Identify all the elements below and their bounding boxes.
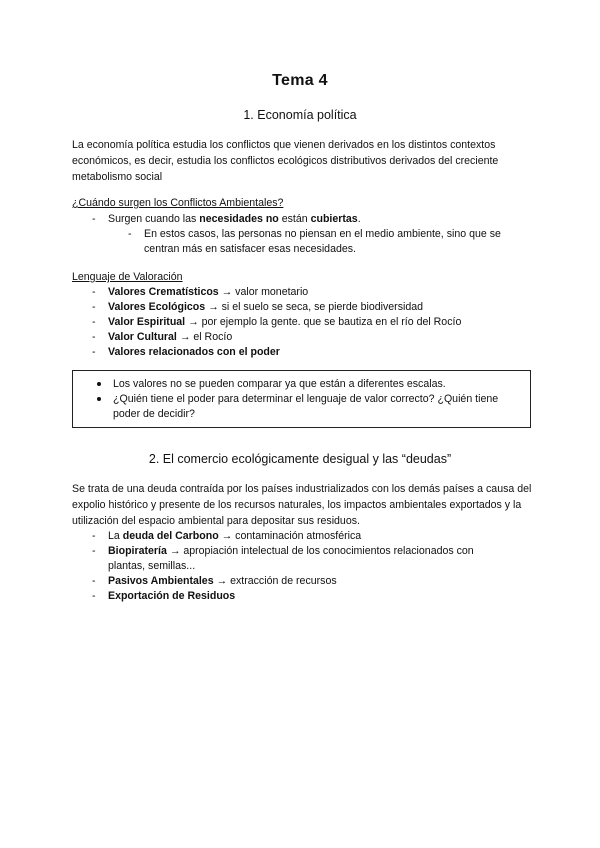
page-title: Tema 4 bbox=[272, 72, 328, 89]
debt-item: Pasivos Ambientales → extracción de recursos bbox=[108, 575, 337, 587]
bullet-dot bbox=[97, 397, 101, 401]
list-dash: - bbox=[92, 286, 96, 298]
debt-item-cont: plantas, semillas... bbox=[108, 560, 196, 572]
list-dash: - bbox=[92, 301, 96, 313]
question-heading: ¿Cuándo surgen los Conflictos Ambientales? bbox=[72, 197, 284, 209]
list-dash: - bbox=[92, 590, 96, 602]
note-item: Los valores no se pueden comparar ya que están a diferentes escalas. bbox=[113, 378, 446, 390]
list-dash: - bbox=[92, 331, 96, 343]
note-item: ¿Quién tiene el poder para determinar el lenguaje de valor correcto? ¿Quién tiene bbox=[113, 393, 499, 405]
debt-item: Biopiratería → apropiación intelectual de los conocimientos relacionados con bbox=[108, 545, 474, 557]
list-dash: - bbox=[92, 316, 96, 328]
valuation-item: Valor Espiritual → por ejemplo la gente. que se bautiza en el río del Rocío bbox=[108, 316, 462, 328]
debt-item: Exportación de Residuos bbox=[108, 590, 236, 602]
sub-list-item: En estos casos, las personas no piensan en el medio ambiente, sino que se bbox=[144, 228, 501, 240]
valuation-item: Valores Crematísticos → valor monetario bbox=[108, 286, 309, 298]
valuation-item: Valores Ecológicos → si el suelo se seca, se pierde biodiversidad bbox=[108, 301, 424, 313]
bullet-dot bbox=[97, 382, 101, 386]
list-item: Surgen cuando las necesidades no están cubiertas. bbox=[108, 213, 361, 225]
debt-item: La deuda del Carbono → contaminación atmosférica bbox=[108, 530, 362, 542]
list-dash: - bbox=[92, 530, 96, 542]
section-1-intro: La economía política estudia los conflictos que vienen derivados en los distintos contextos económicos, es decir, estudia los conflictos ecológicos distributivos derivados del creciente metabolismo social bbox=[72, 139, 499, 183]
list-dash: - bbox=[92, 213, 96, 225]
section-2-heading: 2. El comercio ecológicamente desigual y las “deudas” bbox=[148, 452, 452, 466]
valuation-item: Valores relacionados con el poder bbox=[108, 346, 280, 358]
list-dash: - bbox=[92, 545, 96, 557]
valuation-heading: Lenguaje de Valoración bbox=[72, 271, 183, 283]
section-1-heading: 1. Economía política bbox=[243, 108, 357, 122]
sub-list-dash: - bbox=[128, 228, 132, 240]
sub-list-item-cont: centran más en satisfacer esas necesidades. bbox=[144, 243, 356, 255]
valuation-item: Valor Cultural → el Rocío bbox=[108, 331, 233, 343]
list-dash: - bbox=[92, 575, 96, 587]
note-item-cont: poder de decidir? bbox=[113, 408, 195, 420]
section-2-intro: Se trata de una deuda contraída por los países industrializados con los demás países a causa del expolio histórico y presente de los recursos naturales, los impactos ambientales exportados y la utilización del espacio ambiental para depositar sus residuos. bbox=[72, 483, 532, 527]
list-dash: - bbox=[92, 346, 96, 358]
